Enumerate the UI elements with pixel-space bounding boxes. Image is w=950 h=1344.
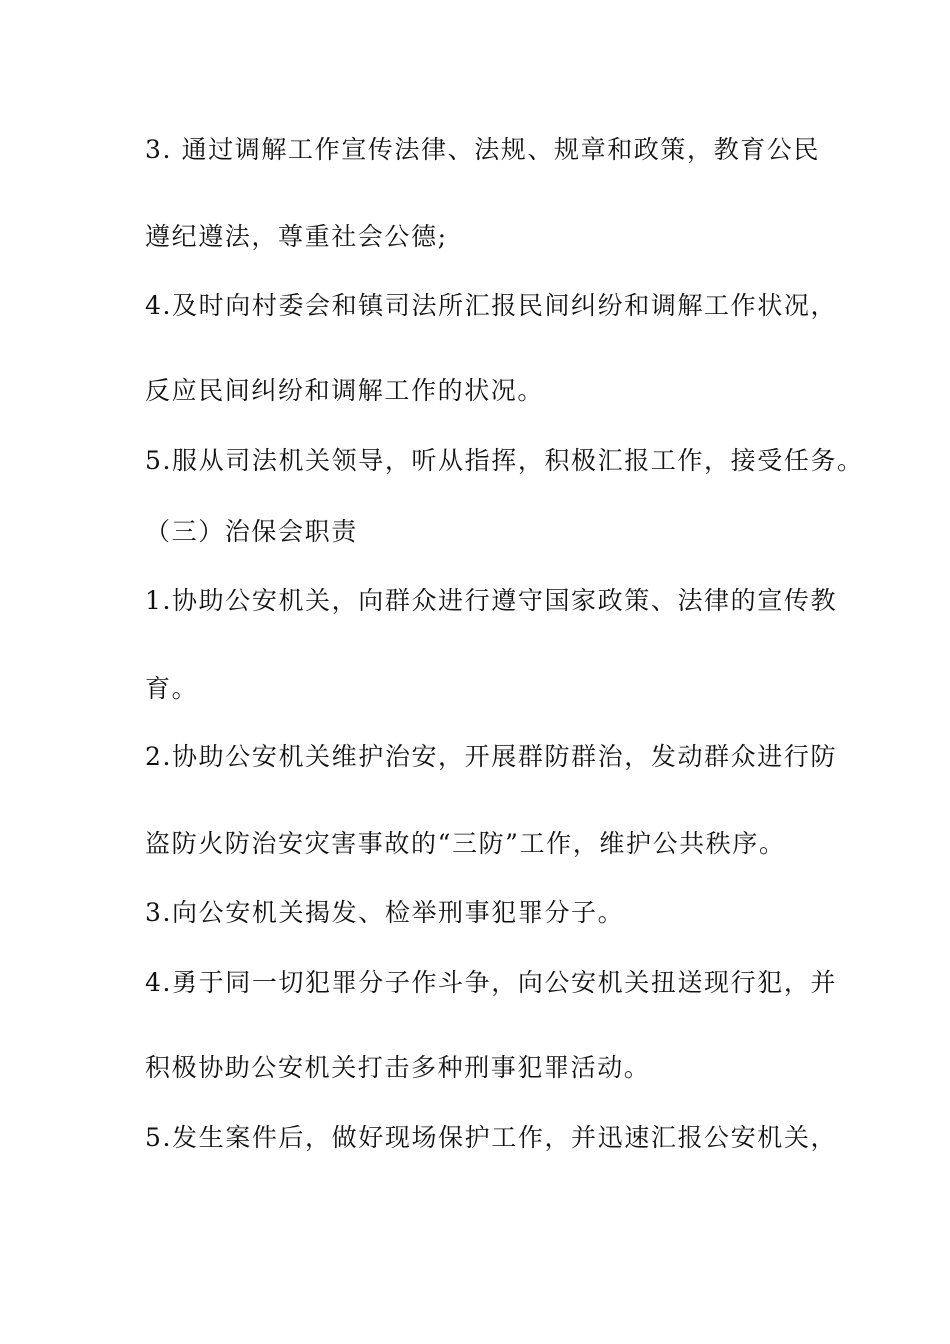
paragraph-line: 育。 [145, 674, 199, 703]
paragraph-line: 1.协助公安机关，向群众进行遵守国家政策、法律的宣传教 [145, 586, 838, 615]
paragraph-line: 5.发生案件后，做好现场保护工作，并迅速汇报公安机关， [145, 1123, 838, 1152]
paragraph-line: 5.服从司法机关领导，听从指挥，积极汇报工作，接受任务。 [145, 446, 864, 475]
paragraph-line: 积极协助公安机关打击多种刑事犯罪活动。 [145, 1053, 651, 1082]
section-heading: （三）治保会职责 [145, 517, 358, 546]
paragraph-line: 3.向公安机关揭发、检举刑事犯罪分子。 [145, 898, 625, 927]
paragraph-line: 盗防火防治安灾害事故的“三防”工作，维护公共秩序。 [145, 829, 786, 858]
paragraph-line: 3. 通过调解工作宣传法律、法规、规章和政策，教育公民 [145, 135, 821, 164]
paragraph-line: 反应民间纠纷和调解工作的状况。 [145, 376, 545, 405]
paragraph-line: 4.勇于同一切犯罪分子作斗争，向公安机关扭送现行犯，并 [145, 968, 838, 997]
paragraph-line: 遵纪遵法，尊重社会公德; [145, 222, 448, 251]
paragraph-line: 2.协助公安机关维护治安，开展群防群治，发动群众进行防 [145, 742, 838, 771]
paragraph-line: 4.及时向村委会和镇司法所汇报民间纠纷和调解工作状况， [145, 291, 838, 320]
